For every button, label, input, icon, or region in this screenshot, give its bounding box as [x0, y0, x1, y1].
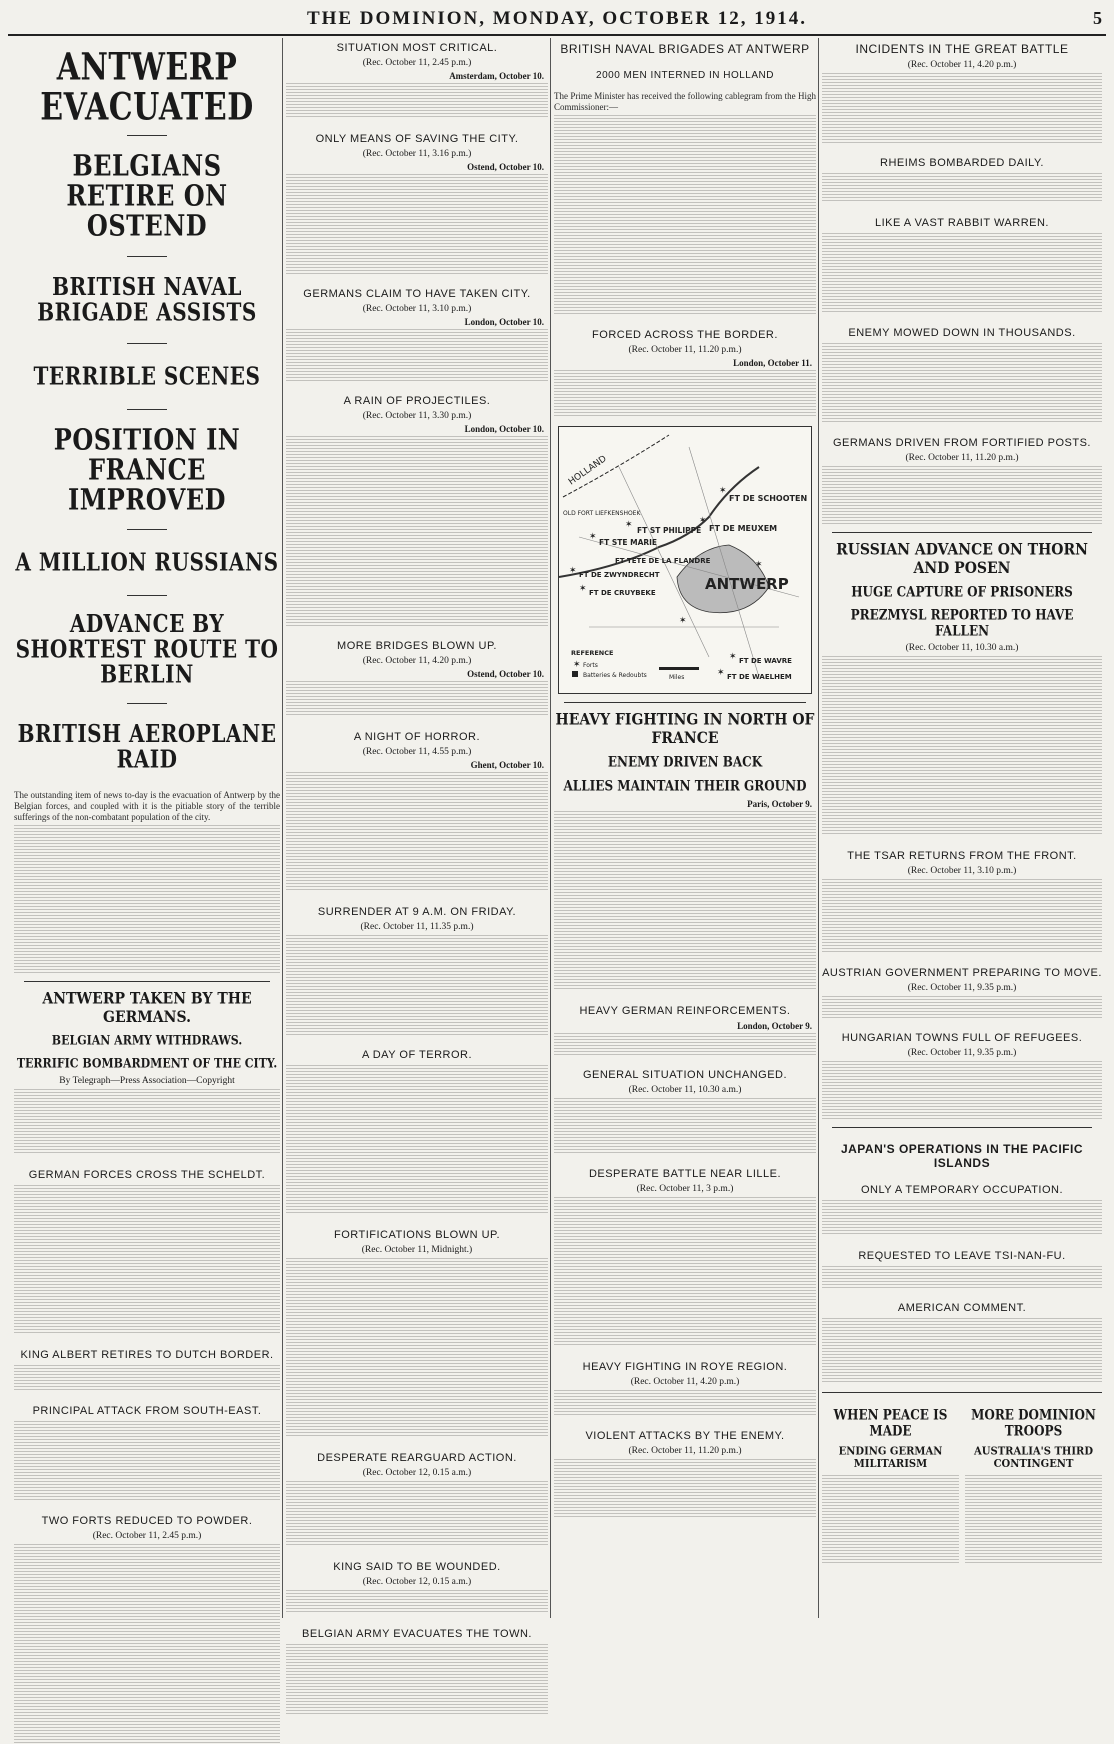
- section-american-comment: AMERICAN COMMENT.: [897, 1302, 1027, 1314]
- section-situation-critical: SITUATION MOST CRITICAL.: [336, 42, 498, 54]
- section-principal-attack: PRINCIPAL ATTACK FROM SOUTH-EAST.: [32, 1405, 262, 1418]
- fort-star-icon: ✶: [729, 652, 737, 662]
- fort-star-icon: ✶: [679, 616, 687, 626]
- section-belgian-army-withdraws: BELGIAN ARMY WITHDRAWS.: [51, 1033, 243, 1049]
- headline-advance-berlin: ADVANCE BY SHORTEST ROUTE TO BERLIN: [15, 609, 279, 689]
- section-king-albert: KING ALBERT RETIRES TO DUTCH BORDER.: [20, 1349, 274, 1362]
- section-enemy-driven-back: ENEMY DRIVEN BACK: [607, 753, 763, 771]
- section-ending-militarism: ENDING GERMAN MILITARISM: [838, 1445, 943, 1471]
- column-rule: [282, 38, 283, 1618]
- map-label-tete-de-la-flandre: FT TETE DE LA FLANDRE: [615, 557, 711, 565]
- column-2: SITUATION MOST CRITICAL. (Rec. October 11, 2.45 p.m.) Amsterdam, October 10. ONLY MEANS OF SAVING THE CITY. (Rec. October 11, 3.16 p.m.) Ostend, October 10. GERMANS CLAIM TO HAVE TAKEN CITY. (Rec. October 11, 3.10 p.m.) London, October 10. A RAIN OF PROJECTILES. (Rec. October 11, 3.30 p.m.) London, October 10. MORE BRIDGES BLOWN UP. (Rec. October 11, 4.20 p.m.) Ostend, October 10. A NIGHT OF HORROR. (Rec. October 11, 4.55 p.m.) Ghent, October 10. SURRENDER AT 9 A.M. ON FRIDAY. (Rec. October 11, 11.35 p.m.) A DAY OF TERROR. FORTIFICATIONS BLOWN UP. (Rec. October 11, Midnight.) DESPERATE REARGUARD ACTION. (Rec. October 12, 0.15 a.m.) KING SAID TO BE WOUNDED. (Rec. October 12, 0.15 a.m.) BELGIAN ARMY EVACUATES THE TOWN.: [286, 38, 548, 1622]
- section-mowed-down: ENEMY MOWED DOWN IN THOUSANDS.: [848, 327, 1076, 339]
- section-surrender: SURRENDER AT 9 A.M. ON FRIDAY.: [317, 906, 517, 918]
- section-japan-operations: JAPAN'S OPERATIONS IN THE PACIFIC ISLANDS: [840, 1142, 1084, 1170]
- section-rabbit-warren: LIKE A VAST RABBIT WARREN.: [875, 217, 1049, 229]
- headline-naval-brigade: BRITISH NAVAL BRIGADE ASSISTS: [37, 271, 257, 326]
- section-more-troops: MORE DOMINION TROOPS: [971, 1406, 1096, 1440]
- section-naval-brigades: BRITISH NAVAL BRIGADES AT ANTWERP: [560, 42, 810, 56]
- masthead: [8, 4, 1106, 36]
- section-tsar-returns: THE TSAR RETURNS FROM THE FRONT.: [847, 850, 1077, 862]
- section-violent-attacks: VIOLENT ATTACKS BY THE ENEMY.: [585, 1430, 785, 1442]
- column-rule: [550, 38, 551, 1618]
- section-night-of-horror: A NIGHT OF HORROR.: [353, 731, 481, 743]
- column-1: ANTWERP EVACUATED BELGIANS RETIRE ON OSTEND BRITISH NAVAL BRIGADE ASSISTS TERRIBLE SCENES POSITION IN FRANCE IMPROVED A MILLION RUSSIANS ADVANCE BY SHORTEST ROUTE TO BERLIN BRITISH AEROPLANE RAID The outstanding item of news to-day is the evacuation of Antwerp by the Belgian forces, and coupled with it is the pitiable story of the terrible sufferings of the non-combatant population of the city. ANTWERP TAKEN BY THE GERMANS. BELGIAN ARMY WITHDRAWS. TERRIFIC BOMBARDMENT OF THE CITY. By Telegraph—Press Association—Copyright GERMAN FORCES CROSS THE SCHELDT. KING ALBERT RETIRES TO DUTCH BORDER. PRINCIPAL ATTACK FROM SOUTH-EAST. TWO FORTS REDUCED TO POWDER. (Rec. October 11, 2.45 p.m.): [14, 38, 280, 1622]
- fort-star-icon: ✶: [579, 584, 587, 594]
- section-rearguard: DESPERATE REARGUARD ACTION.: [317, 1452, 517, 1464]
- section-austrian-government: AUSTRIAN GOVERNMENT PREPARING TO MOVE.: [822, 967, 1102, 979]
- map-label-st-philippe: FT ST PHILIPPE: [637, 526, 702, 535]
- section-forced-across: FORCED ACROSS THE BORDER.: [592, 329, 778, 341]
- section-fortifications: FORTIFICATIONS BLOWN UP.: [333, 1229, 501, 1241]
- map-label-waelhem: FT DE WAELHEM: [727, 673, 792, 681]
- section-tsi-nan-fu: REQUESTED TO LEAVE TSI-NAN-FU.: [858, 1250, 1066, 1262]
- section-only-means: ONLY MEANS OF SAVING THE CITY.: [315, 133, 519, 145]
- headline-terrible-scenes: TERRIBLE SCENES: [33, 361, 261, 390]
- map-label-ste-marie: FT STE MARIE: [599, 538, 658, 547]
- section-fortified-posts: GERMANS DRIVEN FROM FORTIFIED POSTS.: [833, 437, 1091, 449]
- map-label-miles: Miles: [669, 674, 685, 681]
- headline-million-russians: A MILLION RUSSIANS: [15, 547, 279, 577]
- section-heavy-fighting: HEAVY FIGHTING IN NORTH OF FRANCE: [555, 710, 815, 748]
- page-number: 5: [1093, 8, 1102, 28]
- map-label-batteries: Batteries & Redoubts: [583, 672, 647, 679]
- section-terrific-bombardment: TERRIFIC BOMBARDMENT OF THE CITY.: [16, 1056, 278, 1072]
- section-peace-is-made: WHEN PEACE IS MADE: [833, 1406, 948, 1440]
- intro-cablegram: The Prime Minister has received the following cablegram from the High Commissioner:—: [554, 91, 816, 112]
- masthead-title: THE DOMINION, MONDAY, OCTOBER 12, 1914.: [306, 8, 808, 29]
- section-reinforcements: HEAVY GERMAN REINFORCEMENTS.: [579, 1005, 791, 1017]
- fort-star-icon: ✶: [755, 560, 763, 570]
- fort-star-icon: ✶: [625, 520, 633, 530]
- fort-star-icon: ✶: [589, 532, 597, 542]
- section-hungarian-towns: HUNGARIAN TOWNS FULL OF REFUGEES.: [841, 1032, 1083, 1044]
- fort-star-icon: ✶: [717, 668, 725, 678]
- section-allies-maintain: ALLIES MAINTAIN THEIR GROUND: [563, 777, 807, 795]
- map-label-meuxem: FT DE MEUXEM: [709, 524, 778, 533]
- headline-aeroplane-raid: BRITISH AEROPLANE RAID: [17, 719, 277, 774]
- section-huge-capture: HUGE CAPTURE OF PRISONERS: [851, 583, 1073, 601]
- headline-belgians-retire: BELGIANS RETIRE ON OSTEND: [66, 148, 228, 244]
- byline: By Telegraph—Press Association—Copyright: [59, 1076, 235, 1087]
- map-drawing: [559, 427, 811, 693]
- section-antwerp-taken: ANTWERP TAKEN BY THE GERMANS.: [42, 989, 252, 1027]
- section-scheldt: GERMAN FORCES CROSS THE SCHELDT.: [28, 1169, 266, 1182]
- section-2000-interned: 2000 MEN INTERNED IN HOLLAND: [596, 70, 774, 81]
- column-4: INCIDENTS IN THE GREAT BATTLE (Rec. October 11, 4.20 p.m.) RHEIMS BOMBARDED DAILY. LIKE A VAST RABBIT WARREN. ENEMY MOWED DOWN IN THOUSANDS. GERMANS DRIVEN FROM FORTIFIED POSTS. (Rec. October 11, 11.20 p.m.) RUSSIAN ADVANCE ON THORN AND POSEN HUGE CAPTURE OF PRISONERS PREZMYSL REPORTED TO HAVE FALLEN (Rec. October 11, 10.30 a.m.) THE TSAR RETURNS FROM THE FRONT. (Rec. October 11, 3.10 p.m.) AUSTRIAN GOVERNMENT PREPARING TO MOVE. (Rec. October 11, 9.35 p.m.) HUNGARIAN TOWNS FULL OF REFUGEES. (Rec. October 11, 9.35 p.m.) JAPAN'S OPERATIONS IN THE PACIFIC ISLANDS ONLY A TEMPORARY OCCUPATION. REQUESTED TO LEAVE TSI-NAN-FU. AMERICAN COMMENT. WHEN PEACE IS MADE ENDING GERMAN MILITARISM MORE DOMINION TROOPS AUSTRALIA'S THIRD CONTINGENT: [822, 38, 1102, 1622]
- map-label-wavre: FT DE WAVRE: [739, 657, 792, 665]
- legend-square-icon: [572, 671, 578, 677]
- intro-paragraph: The outstanding item of news to-day is the evacuation of Antwerp by the Belgian forces, and coupled with it is the pitiable story of the terrible sufferings of the non-combatant population of the city.: [14, 790, 280, 823]
- newspaper-page: [8, 4, 1106, 1640]
- bottom-split: [822, 1392, 1102, 1567]
- section-third-contingent: AUSTRALIA'S THIRD CONTINGENT: [974, 1445, 1093, 1471]
- map-label-zwyndrecht: FT DE ZWYNDRECHT: [579, 571, 660, 579]
- section-temporary-occupation: ONLY A TEMPORARY OCCUPATION.: [860, 1184, 1064, 1196]
- fort-star-icon: ✶: [569, 566, 577, 576]
- section-rain-of-projectiles: A RAIN OF PROJECTILES.: [343, 395, 491, 407]
- section-rheims: RHEIMS BOMBARDED DAILY.: [880, 157, 1044, 169]
- section-prezmysl: PREZMYSL REPORTED TO HAVE FALLEN: [850, 606, 1074, 640]
- section-two-forts: TWO FORTS REDUCED TO POWDER.: [41, 1515, 253, 1528]
- map-label-holland: HOLLAND: [566, 454, 609, 488]
- map-label-liefkenshoek: OLD FORT LIEFKENSHOEK: [563, 510, 641, 517]
- section-germans-claim: GERMANS CLAIM TO HAVE TAKEN CITY.: [303, 288, 531, 300]
- headline-position-france: POSITION IN FRANCE IMPROVED: [53, 421, 241, 517]
- map-label-forts: Forts: [583, 662, 598, 669]
- column-rule: [818, 38, 819, 1618]
- fort-star-icon: ✶: [719, 486, 727, 496]
- section-more-bridges: MORE BRIDGES BLOWN UP.: [337, 640, 497, 652]
- map-label-cruybeke: FT DE CRUYBEKE: [589, 589, 656, 597]
- section-general-situation: GENERAL SITUATION UNCHANGED.: [582, 1069, 788, 1081]
- antwerp-forts-map: [558, 426, 812, 694]
- section-roye-region: HEAVY FIGHTING IN ROYE REGION.: [582, 1361, 788, 1373]
- map-label-reference: REFERENCE: [571, 649, 614, 657]
- fort-star-icon: ✶: [699, 516, 707, 526]
- section-incidents: INCIDENTS IN THE GREAT BATTLE: [855, 42, 1069, 56]
- section-king-wounded: KING SAID TO BE WOUNDED.: [333, 1561, 501, 1573]
- scale-bar: [659, 667, 699, 670]
- column-3: BRITISH NAVAL BRIGADES AT ANTWERP 2000 MEN INTERNED IN HOLLAND The Prime Minister has received the following cablegram from the High Commissioner:— FORCED ACROSS THE BORDER. (Rec. October 11, 11.20 p.m.) London, October 11. ANTWERP HOLLAND FT DE SCHOOTEN FT DE MEUXEM FT STE MARIE FT ST PHILIPPE FT TETE DE LA FLANDRE FT DE ZWYNDRECHT FT DE CRUYBEKE FT DE WAVRE FT DE WAELHEM OLD FORT LIEFKENSHOEK REFERENCE Forts Batteries & Redoubts Miles ✶ ✶ ✶ ✶ ✶ ✶ ✶ ✶ ✶ ✶ ✶ HEAVY FIGHTING IN NORTH OF FRANCE ENEMY DRIVEN BACK ALLIES MAINTAIN THEIR GROUND Paris, October 9. HEAVY GERMAN REINFORCEMENTS. London, October 9. GENERAL SITUATION UNCHANGED. (Rec. October 11, 10.30 a.m.) DESPERATE BATTLE NEAR LILLE. (Rec. October 11, 3 p.m.) HEAVY FIGHTING IN ROYE REGION. (Rec. October 11, 4.20 p.m.) VIOLENT ATTACKS BY THE ENEMY. (Rec. October 11, 11.20 p.m.): [554, 38, 816, 1622]
- section-battle-near-lille: DESPERATE BATTLE NEAR LILLE.: [588, 1168, 782, 1180]
- section-army-evacuates: BELGIAN ARMY EVACUATES THE TOWN.: [302, 1628, 532, 1640]
- map-label-antwerp: ANTWERP: [705, 575, 789, 593]
- map-label-schooten: FT DE SCHOOTEN: [729, 494, 808, 503]
- headline-antwerp-evacuated: ANTWERP EVACUATED: [40, 45, 254, 129]
- section-day-of-terror: A DAY OF TERROR.: [361, 1049, 473, 1061]
- legend-star-icon: ✶: [573, 660, 581, 670]
- section-russian-advance: RUSSIAN ADVANCE ON THORN AND POSEN: [836, 540, 1088, 578]
